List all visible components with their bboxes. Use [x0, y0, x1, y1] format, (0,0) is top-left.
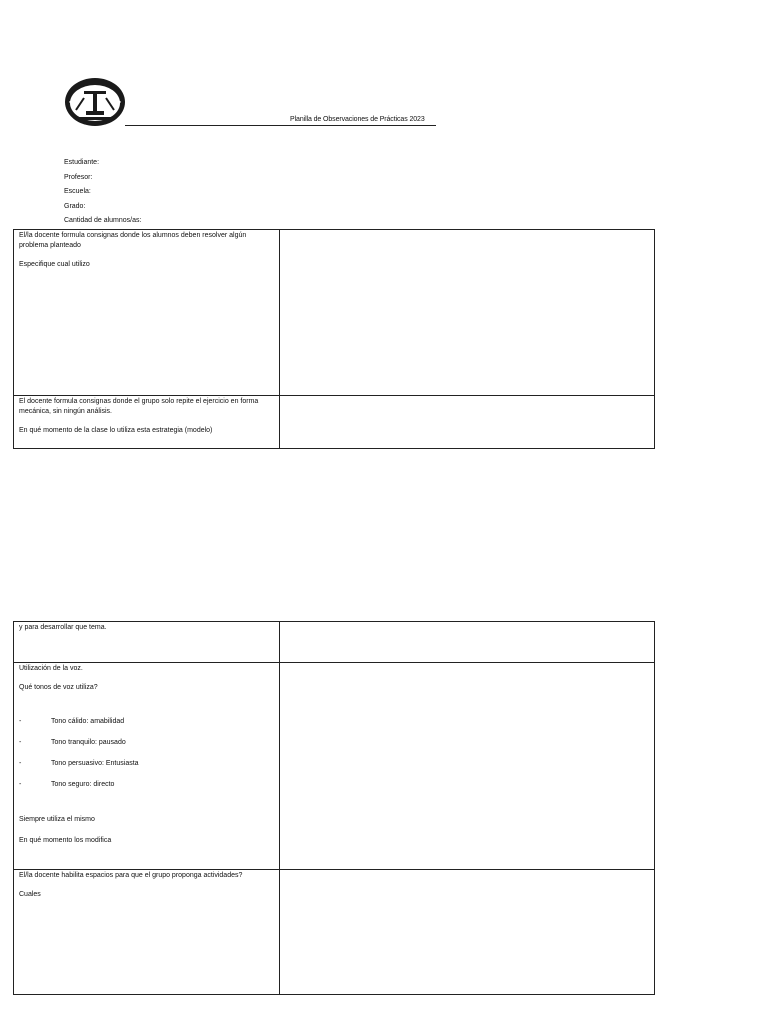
- list-item: - Tono persuasivo: Entusiasta: [19, 760, 139, 767]
- question-text: Utilización de la voz.: [19, 665, 83, 672]
- table-row: [14, 663, 655, 870]
- list-item: - Tono tranquilo: pausado: [19, 739, 126, 746]
- answer-cell[interactable]: [280, 396, 655, 449]
- question-text: Siempre utiliza el mismo: [19, 816, 95, 823]
- question-cell: [14, 870, 280, 995]
- institution-logo: [64, 76, 126, 128]
- answer-cell[interactable]: [280, 622, 655, 663]
- question-cell: [14, 396, 280, 449]
- question-text: Qué tonos de voz utiliza?: [19, 684, 98, 691]
- header-rule: [125, 125, 436, 126]
- question-text: y para desarrollar que tema.: [19, 624, 107, 631]
- question-cell: [14, 663, 280, 870]
- answer-cell[interactable]: [280, 870, 655, 995]
- field-student: Estudiante:: [64, 159, 100, 166]
- field-school: Escuela:: [64, 188, 91, 195]
- list-item: - Tono seguro: directo: [19, 781, 115, 788]
- list-item: - Tono cálido: amabilidad: [19, 718, 125, 725]
- field-student-count: Cantidad de alumnos/as:: [64, 217, 142, 224]
- document-title: Planilla de Observaciones de Prácticas 2023: [290, 116, 425, 123]
- question-cell: [14, 230, 280, 396]
- table-row: [14, 396, 655, 449]
- field-grade: Grado:: [64, 202, 86, 210]
- field-teacher: Profesor:: [64, 173, 93, 181]
- observation-table-1: [13, 229, 655, 449]
- question-cell: [14, 622, 280, 663]
- answer-cell[interactable]: [280, 230, 655, 396]
- answer-cell[interactable]: [280, 663, 655, 870]
- observation-table-2: [13, 621, 655, 995]
- question-text: El/la docente formula consignas donde los alumnos deben resolver algún problema planteado: [19, 232, 247, 249]
- student-info-fields: [64, 156, 141, 229]
- question-text: El docente formula consignas donde el grupo solo repite el ejercicio en forma mecánica, sin ningún análisis.: [19, 398, 259, 415]
- table-row: [14, 870, 655, 995]
- question-text: Especifique cual utilizo: [19, 261, 90, 268]
- question-text: El/la docente habilita espacios para que el grupo proponga actividades?: [19, 872, 243, 879]
- question-text: Cuales: [19, 891, 41, 898]
- question-text: En qué momento de la clase lo utiliza esta estrategia (modelo): [19, 427, 213, 434]
- table-row: [14, 230, 655, 396]
- table-row: [14, 622, 655, 663]
- question-text: En qué momento los modifica: [19, 837, 112, 844]
